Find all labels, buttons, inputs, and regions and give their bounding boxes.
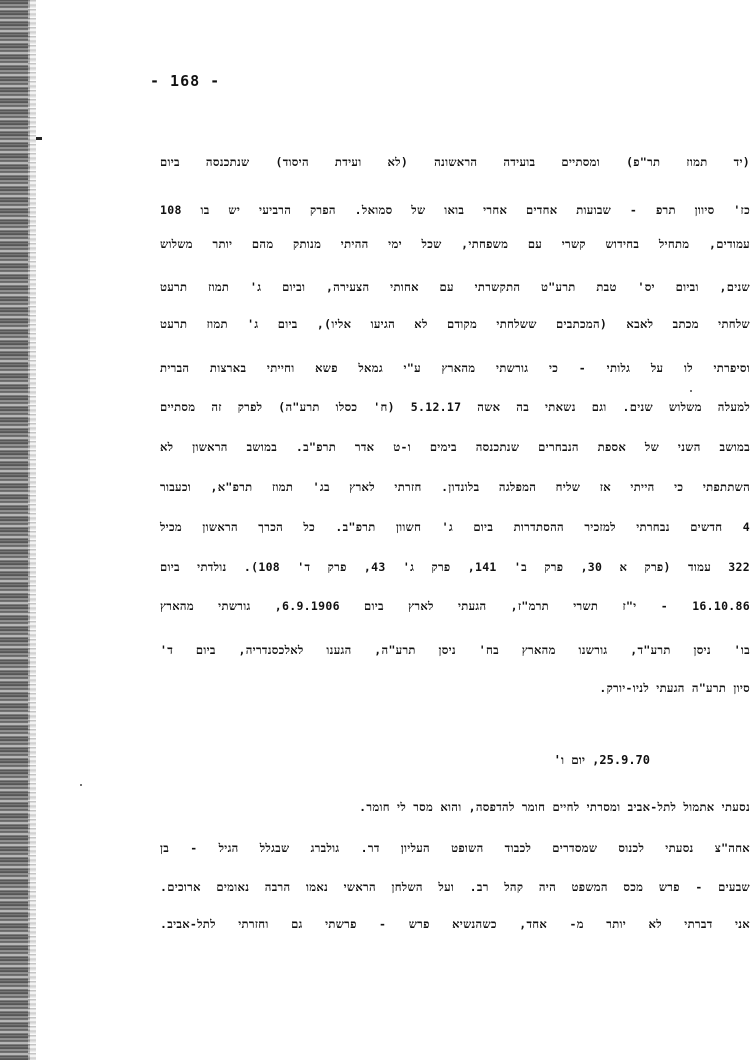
paragraph-line: שלחתי מכתב לאבא (המכתבים ששלחתי מקודם לא הגיעו אליו), ביום ג' תמוז תרעט — [160, 317, 750, 331]
paragraph-line: אני דברתי לא יותר מ- אחד, כשהנשיא פרש - פרשתי גם וחזרתי לתל-אביב. — [160, 917, 750, 931]
page-number: - 168 - — [150, 72, 221, 90]
paragraph-line: שבעים - פרש מכס המשפט היה קהל רב. ועל השלחן הראשי נאמו הרבה נאומים ארוכים. — [160, 880, 750, 894]
paragraph-line: סיון תרע"ה הגעתי לניו-יורק. — [599, 681, 750, 695]
paragraph-line: נסעתי אתמול לתל-אביב ומסרתי לחיים חומר להדפסה, והוא מסר לי חומר. — [359, 800, 750, 814]
scan-speck — [690, 390, 692, 392]
paragraph-line: השתתפתי כי הייתי אז שליח המפלגה בלונדון. חזרתי לארץ בג' תמוז תרפ"א, וכעבור — [160, 480, 750, 494]
paragraph-line: שנים, וביום יס' טבת תרע"ט התקשרתי עם אחותי הצעירה, וביום ג' תמוז תרעט — [160, 280, 750, 294]
paragraph-line: 4 חדשים נבחרתי למזכיר ההסתדרות ביום ג' חשוון תרפ"ב. כל הכרך הראשון מכיל — [160, 520, 750, 534]
paragraph-line: במושב השני של אספת הנבחרים שנתכנסה בימים ו-ט אדר תרפ"ב. במושב הראשון לא — [160, 440, 750, 454]
paragraph-line: וסיפרתי לו על גלותי - כי גורשתי מהארץ ע"י גמאל פשא וחייתי בארצות הברית — [160, 361, 750, 375]
paragraph-line: (יד תמוז תר"פ) ומסתיים בועידה הראשונה (לא ועידת היסוד) שנתכנסה ביום — [160, 155, 750, 169]
scan-speck — [80, 784, 82, 786]
paragraph-line: כז' סיוון תרפ - שבועות אחדים אחרי בואו של סמואל. הפרק הרביעי יש בו 108 — [160, 203, 750, 217]
paragraph-line: 322 עמוד (פרק א 30, פרק ב' 141, פרק ג' 43, פרק ד' 108). נולדתי ביום — [160, 560, 750, 574]
margin-mark — [36, 137, 42, 140]
paragraph-line: אחה"צ נסעתי לכנוס שמסדרים לכבוד השופט העליון דר. גולברג שבגלל הגיל - בן — [160, 841, 750, 855]
paragraph-line: בו' ניסן תרע"ד, גורשנו מהארץ בח' ניסן תרע"ה, הגענו לאלכסנדריה, ביום ד' — [160, 643, 750, 657]
paragraph-line: עמודים, מתחיל בחידוש קשרי עם משפחתי, שכל ימי ההיתי מנותק מהם יותר משלוש — [160, 237, 750, 251]
entry-date: 25.9.70, יום ו' — [553, 753, 650, 767]
scan-binding-edge — [0, 0, 30, 1060]
paragraph-line: למעלה משלוש שנים. וגם נשאתי בה אשה 5.12.17 (ח' כסלו תרע"ה) לפרק זה מסתיים — [160, 400, 750, 414]
paragraph-line: 16.10.86 - י"ז תשרי תרמ"ז, הגעתי לארץ ביום 6.9.1906, גורשתי מהארץ — [160, 599, 750, 613]
